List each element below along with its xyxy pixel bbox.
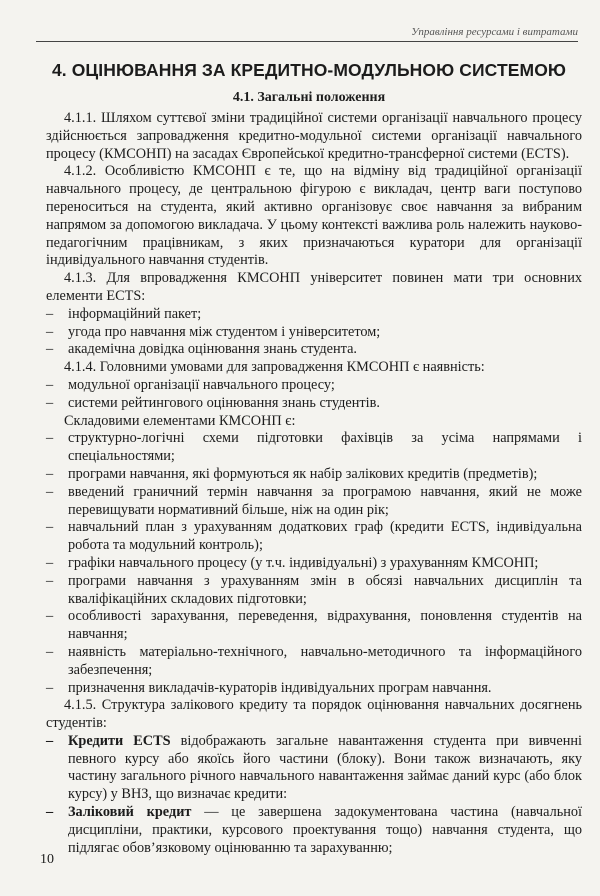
running-head: Управління ресурсами і витратами	[36, 26, 578, 42]
paragraph-4-1-2: 4.1.2. Особливістю КМСОНП є те, що на відміну від традиційної організації навчального процесу, де центральною фігурою є викладач, центр ваги поступово переноситься на студента, який активно організовує своє навчання за вибраним напрямом за допомогою викладача. У цьому контексті важлива роль належить науково-педагогічним працівникам, з яких призначаються куратори для організації індивідуального навчання студентів.	[46, 163, 582, 269]
dash-marker: –	[46, 465, 54, 482]
paragraph-4-1-3: 4.1.3. Для впровадження КМСОНП університет повинен мати три основних елементи ECTS:	[46, 270, 582, 304]
dash-marker: –	[46, 394, 54, 411]
list-item: – введений граничний термін навчання за програмою навчання, який не може перевищувати нормативний більше, ніж на один рік;	[46, 483, 582, 518]
definition-term: Заліковий кредит	[68, 804, 192, 821]
dash-marker: –	[46, 732, 54, 749]
definition-ects-credits	[46, 733, 582, 804]
dash-marker: –	[46, 483, 54, 500]
conditions-list	[46, 377, 582, 413]
definition-term: Кредити ECTS	[68, 732, 171, 749]
list-item: – програми навчання, які формуються як набір залікових кредитів (предметів);	[46, 465, 538, 482]
dash-marker: –	[46, 305, 54, 322]
section-title: 4.1. Загальні положення	[232, 90, 386, 105]
list-item: – угода про навчання між студентом і університетом;	[46, 323, 381, 340]
definition-credit-unit	[46, 804, 582, 857]
definition-text: відображають загальне навантаження студента при вивченні певного курсу або якоїсь його частини (блоку). Вони також визначають, яку частину загального річного навчального навантаження займає даний курс (або блок курсу) у ВНЗ, що визначає кредити:	[68, 732, 582, 803]
dash-marker: –	[46, 323, 54, 340]
list-item: – системи рейтингового оцінювання знань студентів.	[46, 394, 380, 411]
dash-marker: –	[46, 554, 54, 571]
page-body	[46, 110, 582, 857]
list-item: – особливості зарахування, переведення, відрахування, поновлення студентів на навчання;	[46, 608, 582, 643]
list-item: – модульної організації навчального процесу;	[46, 376, 335, 393]
list-item: – наявність матеріально-технічного, навчально-методичного та інформаційного забезпечення;	[46, 643, 582, 678]
kmsonp-elements-list	[46, 430, 582, 697]
ects-elements-list	[46, 306, 582, 359]
page-number: 10	[40, 852, 54, 867]
list-item: – інформаційний пакет;	[46, 305, 202, 322]
dash-marker: –	[46, 341, 54, 358]
list-item: – навчальний план з урахуванням додаткових граф (кредити ECTS, індивідуальна робота та модульний контроль);	[46, 519, 582, 554]
list-item: – призначення викладачів-кураторів індивідуальних програм навчання.	[46, 679, 492, 696]
dash-marker: –	[46, 430, 54, 447]
dash-marker: –	[46, 643, 54, 660]
elements-intro: Складовими елементами КМСОНП є:	[64, 412, 296, 429]
definition-text: — це завершена задокументована частина (навчальної дисципліни, практики, курсового проектування тощо) навчання студента, що підлягає обов’язковому оцінюванню та зарахуванню;	[68, 804, 582, 856]
list-item: – структурно-логічні схеми підготовки фахівців за усіма напрямами і спеціальностями;	[46, 430, 582, 465]
dash-marker: –	[46, 804, 54, 821]
dash-marker: –	[46, 679, 54, 696]
dash-marker: –	[46, 519, 54, 536]
list-item: – академічна довідка оцінювання знань студента.	[46, 341, 358, 358]
list-item: – графіки навчального процесу (у т.ч. індивідуальні) з урахуванням КМСОНП;	[46, 554, 539, 571]
chapter-title: 4. ОЦІНЮВАННЯ ЗА КРЕДИТНО-МОДУЛЬНОЮ СИСТЕМОЮ	[51, 60, 567, 80]
list-item: – програми навчання з урахуванням змін в обсязі навчальних дисциплін та кваліфікаційних складових підготовки;	[46, 572, 582, 607]
paragraph-4-1-1: 4.1.1. Шляхом суттєвої зміни традиційної системи організації навчального процесу здійснюється запровадження кредитно-модульної системи організації навчального процесу (КМСОНП) на засадах Європейської кредитно-трансферної системи (ECTS).	[46, 110, 582, 162]
paragraph-4-1-4: 4.1.4. Головними умовами для запровадження КМСОНП є наявність:	[64, 359, 485, 376]
dash-marker: –	[46, 376, 54, 393]
dash-marker: –	[46, 608, 54, 625]
dash-marker: –	[46, 572, 54, 589]
paragraph-4-1-5: 4.1.5. Структура залікового кредиту та порядок оцінювання навчальних досягнень студентів:	[46, 697, 582, 732]
